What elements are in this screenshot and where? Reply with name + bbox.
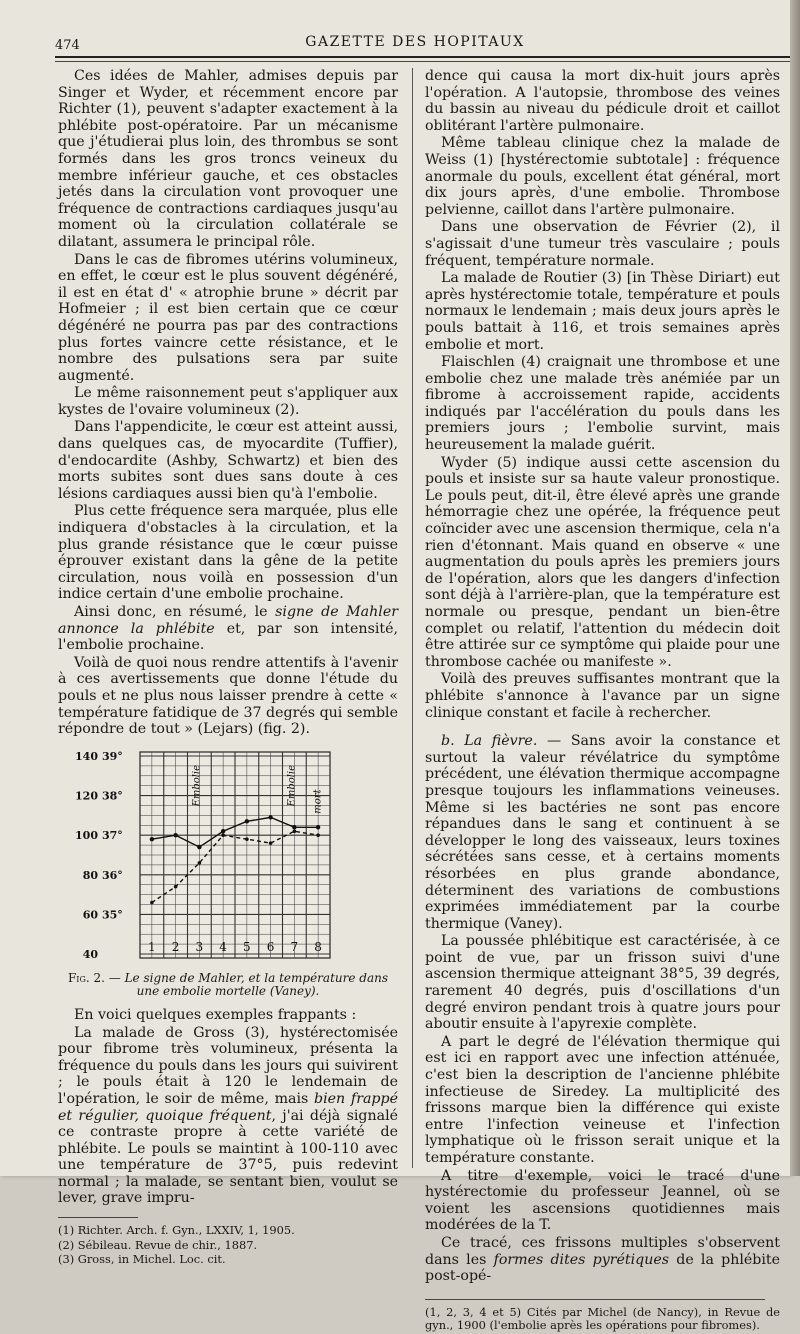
pulse-point [197, 845, 201, 849]
pulse-point [221, 829, 225, 833]
pulse-tick-label: 100 [75, 828, 98, 842]
right-column [425, 68, 780, 1334]
page-edge [790, 0, 800, 1176]
pulse-tick-label: 80 [82, 868, 98, 882]
day-label: 3 [195, 939, 204, 954]
day-label: 6 [266, 939, 275, 954]
temperature-point [150, 900, 154, 904]
paragraph: Dans l'appendicite, le cœur est atteint aussi, dans quelques cas, de myocardite (Tuffier), d'endocardite (Ashby, Schwartz) et bien des morts subites sont dues sans doute à ces lésions cardiaques aussi bien qu'à l'embolie. [58, 419, 398, 502]
paragraph: dence qui causa la mort dix-huit jours après l'opération. A l'autopsie, thrombose des veines du bassin au niveau du pédicule droit et caillot oblitérant l'artère pulmonaire. [425, 68, 780, 134]
day-label: 1 [148, 939, 156, 954]
footnote: (1) Richter. Arch. f. Gyn., LXXIV, 1, 1905. [58, 1223, 295, 1238]
pulse-point [292, 825, 296, 829]
journal-title: GAZETTE DES HOPITAUX [305, 34, 525, 50]
left-column [58, 68, 398, 1268]
pulse-tick-label: 120 [75, 789, 98, 803]
chart-annotation: Embolie [286, 764, 298, 807]
day-label: 2 [171, 939, 180, 954]
page-number: 474 [55, 38, 80, 53]
column-divider [412, 68, 413, 1168]
temperature-point [316, 833, 320, 837]
paragraph: Wyder (5) indique aussi cette ascension du pouls et insiste sur sa haute valeur pronostique. Le pouls peut, dit-il, être élevé après une grande hémorragie chez une opérée, la fréquence peut coïncider avec une ascension thermique, cela n'a rien d'étonnant. Mais quand en observe « une augmentation du pouls après les premiers jours de l'opération, alors que les dangers d'infection sont déjà à l'arrière-plan, que la température est normale ou presque, pendant un bien-être complet ou relatif, l'attention du médecin doit être attirée sur ce symptôme qui plaide pour une thrombose cachée ou manifeste ». [425, 454, 780, 670]
footnote: (2) Sébileau. Revue de chir., 1887. [58, 1237, 258, 1252]
pulse-tick-label: 40 [82, 947, 98, 961]
temp-tick-label: 37° [102, 828, 123, 842]
chart-annotation: Embolie [191, 764, 203, 807]
paragraph: La malade de Gross (3), hystérectomisée pour fibrome très volumineux, présenta la fréquence du pouls dans les jours qui suivirent ; le pouls était à 120 le lendemain de l'opération, le soir de même, mais bien frappé et régulier, quoique fréquent, j'ai déjà signalé ce contraste propre à cette variété de phlébite. Le pouls se maintint à 100-110 avec une température de 37°5, puis redevint normal ; la malade, se sentant bien, voulut se lever, grave impru- [58, 1024, 398, 1207]
pulse-tick-label: 140 [75, 749, 98, 763]
paragraph: Voilà de quoi nous rendre attentifs à l'avenir à ces avertissements que donne l'étude du pouls et ne plus nous laisser prendre à cette « température fatidique de 37 degrés qui semble répondre de tout » (Lejars) (fig. 2). [58, 654, 398, 738]
temp-tick-label: 38° [102, 789, 123, 803]
temp-tick-label: 39° [102, 749, 123, 763]
day-label: 5 [243, 939, 251, 954]
paragraph: Plus cette fréquence sera marquée, plus elle indiquera d'obstacles à la circulation, et la plus grande résistance que le cœur puisse éprouver existant dans la gêne de la petite circulation, nous voilà en possession d'un indice certain d'une embolie prochaine. [58, 503, 398, 603]
pulse-point [316, 825, 320, 829]
temperature-point [293, 829, 297, 833]
footnote-rule [425, 1299, 765, 1300]
pulse-point [245, 819, 249, 823]
day-label: 8 [314, 939, 322, 954]
temperature-point [174, 885, 178, 889]
paragraph: Ces idées de Mahler, admises depuis par Singer et Wyder, et récemment encore par Richter (1), peuvent s'adapter exactement à la phlébite post-opératoire. Par un mécanisme que j'étudierai plus loin, des thrombus se sont formés dans les gros troncs veineux du membre inférieur gauche, et ces obstacles jetés dans la circulation vont provoquer une fréquence de contractions cardiaques jusqu'au moment où la circulation collatérale se dilatant, assumera le principal rôle. [58, 68, 398, 250]
footnotes [425, 1306, 780, 1333]
temp-tick-label: 35° [102, 908, 123, 922]
footnote-rule [58, 1217, 138, 1218]
temperature-pulse-chart [58, 744, 358, 970]
header-rule [55, 56, 791, 58]
pulse-point [268, 815, 272, 819]
chart-annotation: mort [312, 789, 324, 814]
temp-tick-label: 36° [102, 868, 123, 882]
paragraph: Le même raisonnement peut s'appliquer aux kystes de l'ovaire volumineux (2). [58, 385, 398, 418]
temperature-point [198, 861, 202, 865]
pulse-point [150, 837, 154, 841]
figure-caption: Fig. 2. — Le signe de Mahler, et la température dans une embolie mortelle (Vaney). [67, 970, 388, 999]
paragraph: Dans le cas de fibromes utérins volumineux, en effet, le cœur est le plus souvent dégénéré, il est en état d' « atrophie brune » décrit par Hofmeier ; il est bien certain que ce cœur dégénéré ne pourra pas par des contractions plus fortes vaincre cette résistance, et le nombre des pulsations sera par suite augmenté. [58, 251, 398, 384]
paragraph: Flaischlen (4) craignait une thrombose et une embolie chez une malade très anémiée par un fibrome à accroissement rapide, accidents indiqués par l'accélération du pouls dans les premiers jours ; l'embolie survint, mais heureusement la malade guérit. [425, 354, 780, 454]
day-label: 4 [219, 939, 227, 954]
pulse-tick-label: 60 [82, 908, 98, 922]
day-label: 7 [290, 939, 299, 954]
section-b-paragraph: b. La fièvre. — Sans avoir la constance et surtout la valeur révélatrice du symptôme précédent, une élévation thermique accompagne presque toujours les inflammations veineuses. Même si les bactéries ne sont pas encore répandues dans le sang et continuent à se développer le long des vaisseaux, leurs toxines sécrétées sans cesse, et à certains moments résorbées en plus grande abondance, déterminent des variations de combustions exprimées immédiatement par la courbe thermique (Vaney). [425, 733, 780, 932]
footnote: (3) Gross, in Michel. Loc. cit. [58, 1252, 226, 1267]
paragraph: A part le degré de l'élévation thermique qui est ici en rapport avec une infection atténuée, c'est bien la description de l'ancienne phlébite infectieuse de Siredey. La multiplicité des frissons marque bien la différence qui existe entre l'infection veineuse et l'infection lymphatique où le frisson serait unique et la température constante. [425, 1033, 780, 1166]
paragraph: A titre d'exemple, voici le tracé d'une hystérectomie du professeur Jeannel, où se voient les ascensions quotidiennes mais modérées de la T. [425, 1167, 780, 1234]
figure-2-chart [58, 744, 398, 970]
paragraph: La poussée phlébitique est caractérisée, à ce point de vue, par un frisson suivi d'une ascension thermique atteignant 38°5, 39 degrés, rarement 40 degrés, puis d'oscillations d'un degré environ pendant trois à quatre jours pour aboutir ensuite à l'apyrexie complète. [425, 933, 780, 1033]
footnotes [58, 1224, 398, 1267]
footnote: (1, 2, 3, 4 et 5) Cités par Michel (de Nancy), in Revue de gyn., 1900 (l'embolie après les opérations pour fibromes). [425, 1304, 780, 1333]
paragraph: Même tableau clinique chez la malade de Weiss (1) [hystérectomie subtotale] : fréquence anormale du pouls, excellent état général, mort dix jours après, d'une embolie. Thrombose pelvienne, caillot dans l'artère pulmonaire. [425, 135, 780, 218]
pulse-point [173, 833, 177, 837]
paragraph: En voici quelques exemples frappants : [74, 1006, 357, 1023]
temperature-point [269, 841, 273, 845]
header-rule-thin [55, 61, 791, 62]
paragraph: La malade de Routier (3) [in Thèse Diriart) eut après hystérectomie totale, température et pouls normaux le lendemain ; mais deux jours après le pouls battait à 116, et trois semaines après embolie et mort. [425, 270, 780, 353]
paragraph: Dans une observation de Février (2), il s'agissait d'une tumeur très vasculaire ; pouls fréquent, température normale. [425, 219, 780, 269]
temperature-point [245, 837, 249, 841]
paragraph: Ainsi donc, en résumé, le signe de Mahler annonce la phlébite et, par son intensité, l'embolie prochaine. [58, 604, 398, 654]
temperature-point [221, 833, 225, 837]
paragraph: Voilà des preuves suffisantes montrant que la phlébite s'annonce à l'avance par un signe clinique constant et facile à rechercher. [425, 671, 780, 721]
paragraph: Ce tracé, ces frissons multiples s'observent dans les formes dites pyrétiques de la phlébite post-opé- [425, 1234, 780, 1285]
